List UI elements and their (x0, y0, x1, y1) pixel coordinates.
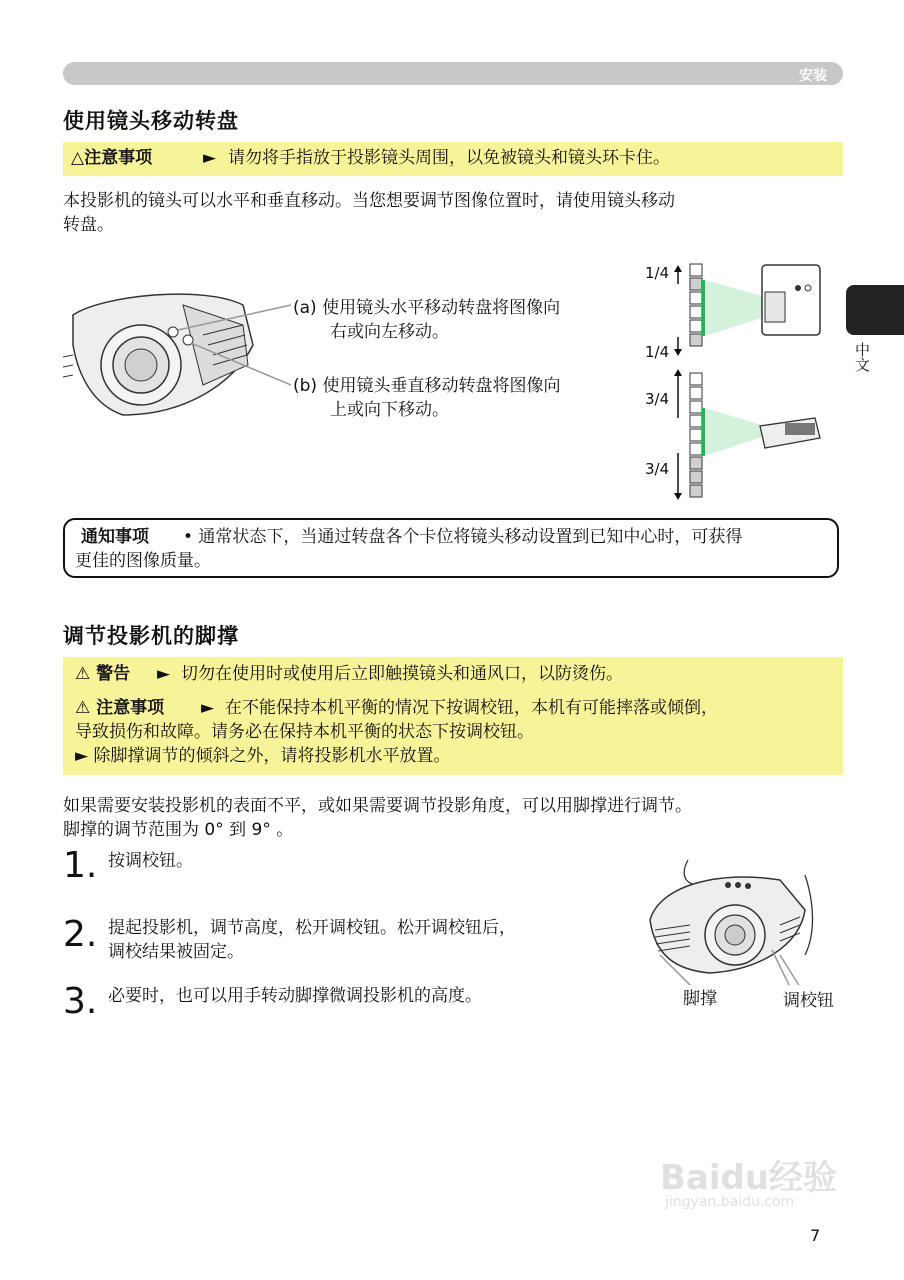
body-text-line: 如果需要安装投影机的表面不平，或如果需要调节投影角度，可以用脚撑进行调节。 (63, 796, 692, 816)
step-text: 调校结果被固定。 (108, 942, 244, 962)
caution-text: 在不能保持本机平衡的情况下按调校钮，本机有可能摔落或倾倒， (225, 698, 718, 718)
caution-label: ⚠ 注意事项 (75, 698, 165, 718)
section-header-label: 安装 (799, 68, 827, 84)
warning-box-feet (63, 657, 843, 775)
item-b-text: 上或向下移动。 (330, 400, 449, 420)
shift-label-bottom: 1/4 (645, 343, 670, 361)
caution-arrow: ► (201, 698, 215, 718)
warning-label: ⚠ 警告 (75, 664, 131, 684)
section-title-feet: 调节投影机的脚撑 (63, 624, 239, 648)
step-number: 2. (63, 914, 98, 955)
warning-arrow: ► (157, 664, 171, 684)
projector-lens-illustration (63, 285, 293, 425)
caution-box-lens (63, 142, 843, 176)
body-text-line: 脚撑的调节范围为 0° 到 9° 。 (63, 820, 294, 840)
item-a-text: 右或向左移动。 (330, 322, 449, 342)
shift-label-bottom: 3/4 (645, 460, 670, 478)
page-number: 7 (810, 1226, 821, 1245)
item-a-text: (a) 使用镜头水平移动转盘将图像向 (293, 298, 561, 318)
watermark-url: jingyan.baidu.com (665, 1194, 795, 1210)
step-number: 3. (63, 981, 98, 1022)
notice-label: 通知事项 (81, 527, 149, 547)
caution-text: 请勿将手指放于投影镜头周围，以免被镜头和镜头环卡住。 (228, 148, 670, 168)
watermark-logo: Baidu经验 (660, 1158, 838, 1198)
watermark (660, 1150, 840, 1220)
item-b-text: (b) 使用镜头垂直移动转盘将图像向 (293, 376, 561, 396)
projector-feet-illustration (640, 855, 840, 985)
step-text: 必要时，也可以用手转动脚撑微调投影机的高度。 (108, 986, 482, 1006)
body-text-line: 本投影机的镜头可以水平和垂直移动。当您想要调节图像位置时，请使用镜头移动 (63, 191, 675, 211)
warning-text: 切勿在使用时或使用后立即触摸镜头和通风口，以防烫伤。 (181, 664, 623, 684)
notice-box (63, 518, 839, 578)
step-text: 提起投影机，调节高度，松开调校钮。松开调校钮后， (108, 918, 516, 938)
section-title-lens-shift: 使用镜头移动转盘 (63, 109, 239, 133)
caution-text: 导致损伤和故障。请务必在保持本机平衡的状态下按调校钮。 (75, 722, 534, 742)
step-number: 1. (63, 845, 98, 886)
shift-label-top: 1/4 (645, 264, 670, 282)
notice-text: • 通常状态下，当通过转盘各个卡位将镜头移动设置到已知中心时，可获得 (183, 527, 743, 547)
step-text: 按调校钮。 (108, 851, 193, 871)
caution-text: ► 除脚撑调节的倾斜之外，请将投影机水平放置。 (75, 746, 451, 766)
notice-text: 更佳的图像质量。 (75, 551, 211, 571)
section-header-bar (63, 62, 843, 85)
language-tab (846, 285, 904, 335)
label-adjust-button: 调校钮 (783, 991, 834, 1011)
caution-label: △注意事项 (71, 148, 153, 168)
horizontal-shift-diagram (670, 262, 830, 362)
caution-arrow: ► (203, 148, 217, 168)
body-text-line: 转盘。 (63, 215, 114, 235)
shift-label-top: 3/4 (645, 390, 670, 408)
label-foot: 脚撑 (683, 989, 717, 1009)
vertical-shift-diagram (670, 368, 830, 503)
language-label: 中文 (853, 342, 871, 372)
